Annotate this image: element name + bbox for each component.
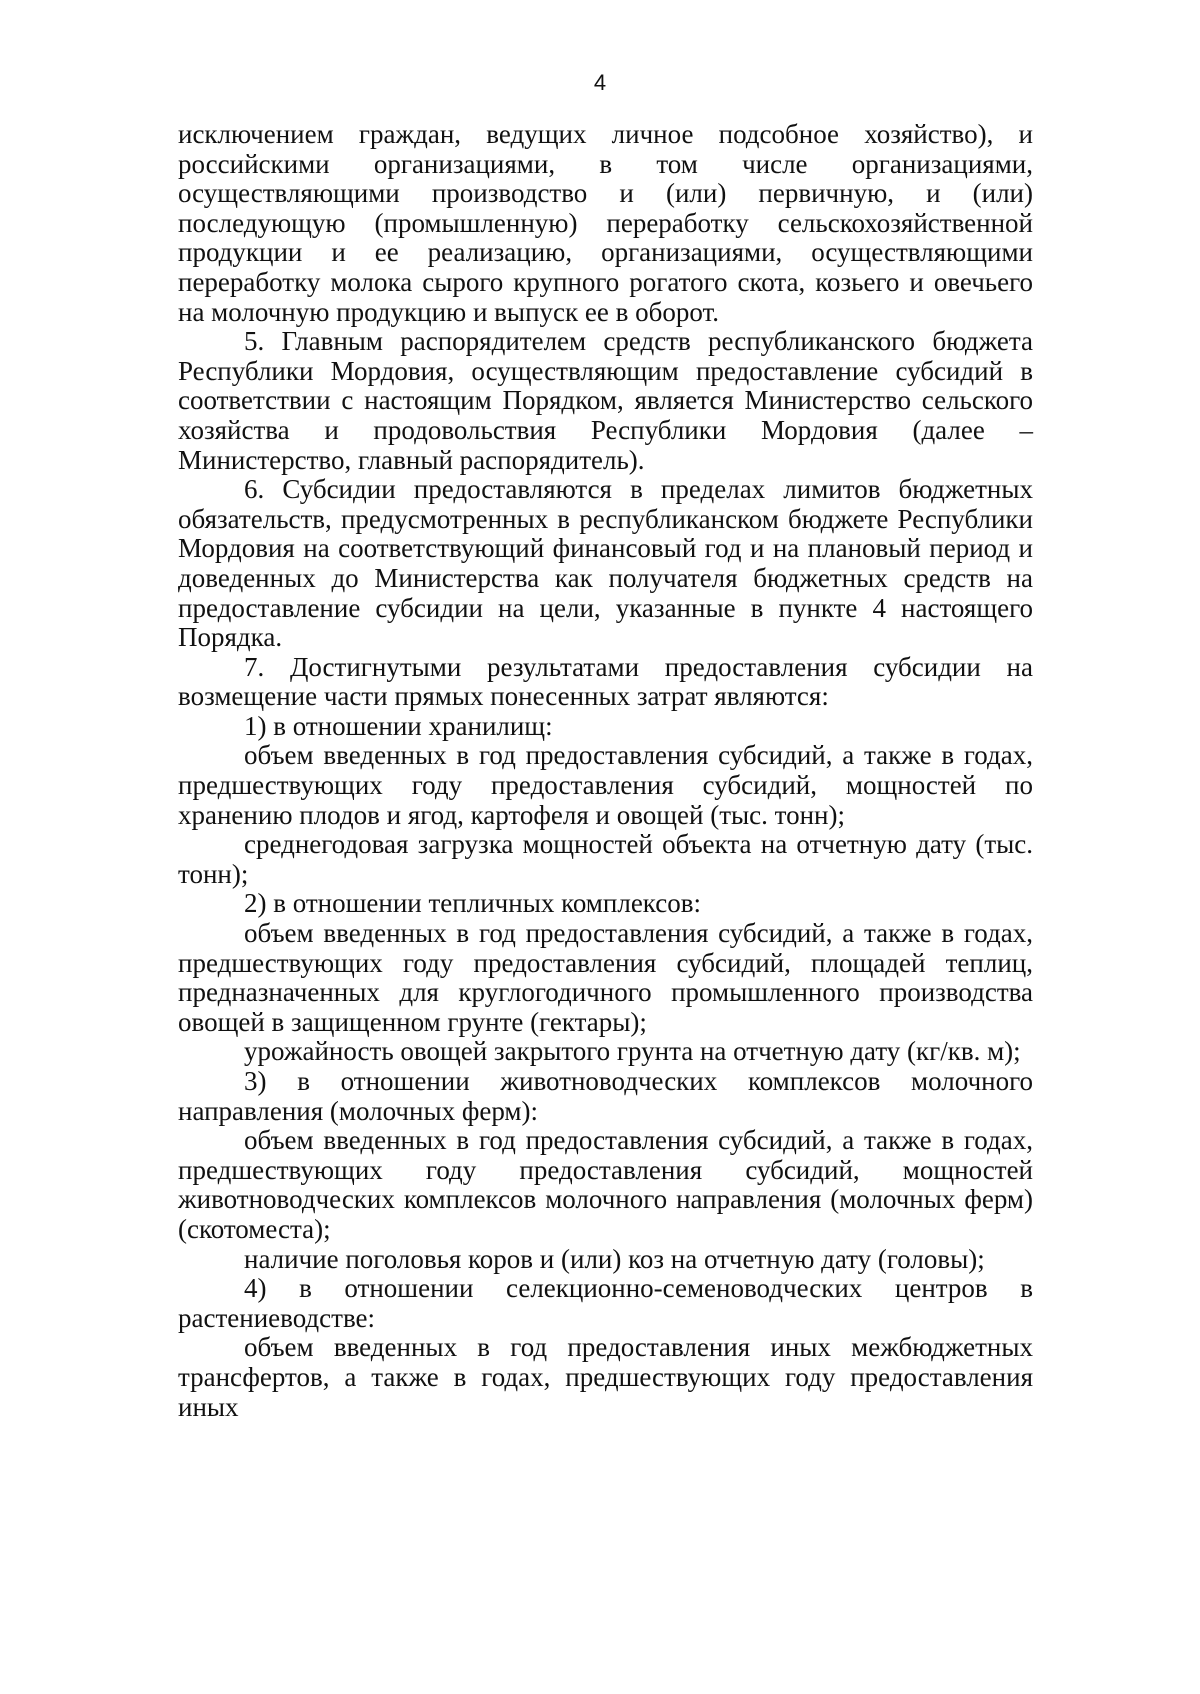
paragraph-item-6: 6. Субсидии предоставляются в пределах лимитов бюджетных обязательств, предусмотренных в республиканском бюджете Республики Мордовия на соответствующий финансовый год и на плановый период и доведенных до Министерства как получателя бюджетных средств на предоставление субсидии на цели, указанные в пункте 4 настоящего Порядка.: [178, 474, 1033, 653]
subitem-storage-load: среднегодовая загрузка мощностей объекта на отчетную дату (тыс. тонн);: [178, 829, 1033, 889]
page-number: 4: [593, 70, 607, 95]
subitem-seed-centers-capacity: объем введенных в год предоставления иных межбюджетных трансфертов, а также в годах, предшествующих году предоставления иных: [178, 1332, 1033, 1422]
paragraph-continuation: исключением граждан, ведущих личное подсобное хозяйство), и российскими организациями, в том числе организациями, осуществляющими производство и (или) первичную, и (или) последующую (промышленную) переработку сельскохозяйственной продукции и ее реализацию, организациями, осуществляющими переработку молока сырого крупного рогатого скота, козьего и овечьего на молочную продукцию и выпуск ее в оборот.: [178, 119, 1033, 327]
subitem-dairy-heading: 3) в отношении животноводческих комплексов молочного направления (молочных ферм):: [178, 1066, 1033, 1126]
subitem-greenhouse-area: объем введенных в год предоставления субсидий, а также в годах, предшествующих году предоставления субсидий, площадей теплиц, предназначенных для круглогодичного промышленного производства овощей в защищенном грунте (гектары);: [178, 918, 1033, 1037]
subitem-greenhouse-yield: урожайность овощей закрытого грунта на отчетную дату (кг/кв. м);: [244, 1036, 1021, 1067]
subitem-storage-heading: 1) в отношении хранилищ:: [244, 710, 553, 741]
subitem-greenhouse-heading: 2) в отношении тепличных комплексов:: [244, 888, 701, 919]
subitem-dairy-livestock: наличие поголовья коров и (или) коз на отчетную дату (головы);: [244, 1243, 985, 1274]
subitem-seed-centers-heading: 4) в отношении селекционно-семеноводческих центров в растениеводстве:: [178, 1273, 1033, 1333]
paragraph-item-5: 5. Главным распорядителем средств республиканского бюджета Республики Мордовия, осуществляющим предоставление субсидий в соответствии с настоящим Порядком, является Министерство сельского хозяйства и продовольствия Республики Мордовия (далее – Министерство, главный распорядитель).: [178, 326, 1033, 475]
subitem-dairy-capacity: объем введенных в год предоставления субсидий, а также в годах, предшествующих году предоставления субсидий, мощностей животноводческих комплексов молочного направления (молочных ферм) (скотоместа);: [178, 1125, 1033, 1244]
subitem-storage-capacity: объем введенных в год предоставления субсидий, а также в годах, предшествующих году предоставления субсидий, мощностей по хранению плодов и ягод, картофеля и овощей (тыс. тонн);: [178, 740, 1033, 830]
document-body: [178, 120, 1033, 1422]
paragraph-item-7: 7. Достигнутыми результатами предоставления субсидии на возмещение части прямых понесенных затрат являются:: [178, 651, 1033, 712]
